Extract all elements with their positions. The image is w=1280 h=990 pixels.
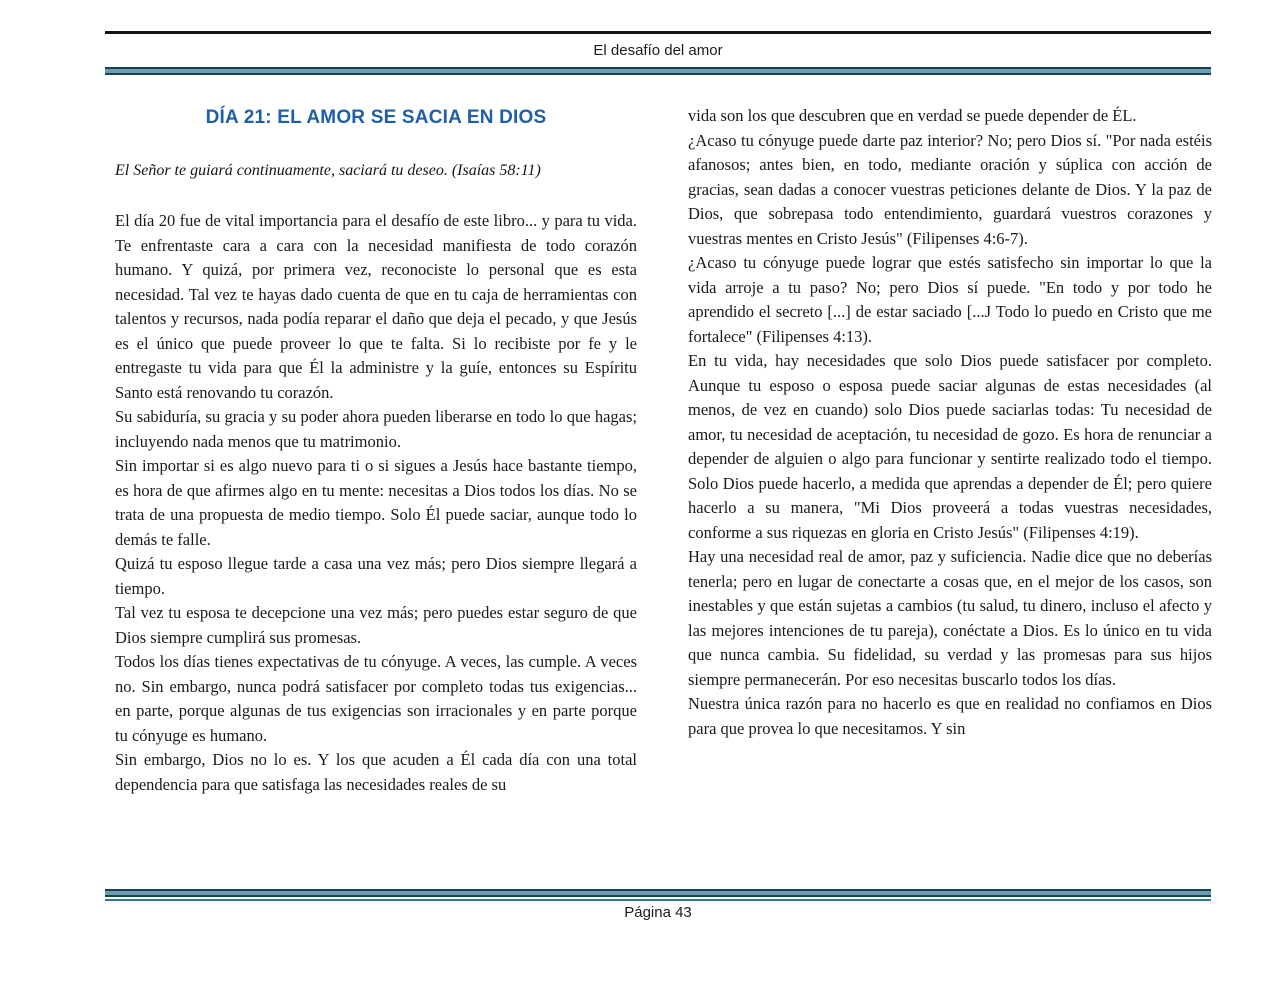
footer-divider-rule-thick xyxy=(105,889,1211,897)
paragraph: Nuestra única razón para no hacerlo es que en realidad no confiamos en Dios para que provea lo que necesitamos. Y sin xyxy=(688,694,1212,738)
paragraph: Quizá tu esposo llegue tarde a casa una vez más; pero Dios siempre llegará a tiempo. xyxy=(115,554,637,598)
scripture-verse: El Señor te guiará continuamente, saciará tu deseo. (Isaías 58:11) xyxy=(115,162,541,179)
top-border-line xyxy=(105,31,1211,34)
left-text-column xyxy=(115,209,637,874)
right-text-column xyxy=(688,104,1212,888)
chapter-heading: DÍA 21: EL AMOR SE SACIA EN DIOS xyxy=(205,107,547,128)
paragraph: Su sabiduría, su gracia y su poder ahora pueden liberarse en todo lo que hagas; incluyendo nada menos que tu matrimonio. xyxy=(115,407,637,451)
footer-divider-rule-thin xyxy=(105,899,1211,901)
paragraph: ¿Acaso tu cónyuge puede lograr que estés satisfecho sin importar lo que la vida arroje a tu paso? No; pero Dios sí puede. "En todo y por todo he aprendido el secreto [...] de estar saciado [...J Todo lo puedo en Cristo que me fortalece" (Filipenses 4:13). xyxy=(688,253,1212,346)
paragraph: El día 20 fue de vital importancia para el desafío de este libro... y para tu vida. Te enfrentaste cara a cara con la necesidad manifiesta de todo corazón humano. Y quizá, por primera vez, reconociste lo personal que es esta necesidad. Tal vez te hayas dado cuenta de que en tu caja de herramientas con talentos y recursos, nada podía reparar el daño que deja el pecado, y que Jesús es el único que puede proveer lo que te falta. Si lo recibiste por fe y le entregaste tu vida para que Él la administre y la guíe, entonces su Espíritu Santo está renovando tu corazón. xyxy=(115,211,637,402)
page-number-label: Página 43 xyxy=(624,904,692,921)
paragraph: En tu vida, hay necesidades que solo Dios puede satisfacer por completo. Aunque tu esposo o esposa puede saciar algunas de estas necesidades (al menos, de vez en cuando) solo Dios puede saciarlas todas: Tu necesidad de amor, tu necesidad de aceptación, tu necesidad de gozo. Es hora de renunciar a depender de alguien o algo para funcionar y sentirte realizado todo el tiempo. Solo Dios puede hacerlo, a medida que aprendas a depender de Él; pero quiere hacerlo a su manera, "Mi Dios proveerá a todas vuestras necesidades, conforme a sus riquezas en gloria en Cristo Jesús" (Filipenses 4:19). xyxy=(688,351,1212,542)
paragraph: Tal vez tu esposa te decepcione una vez más; pero puedes estar seguro de que Dios siempre cumplirá sus promesas. xyxy=(115,603,637,647)
paragraph: Todos los días tienes expectativas de tu cónyuge. A veces, las cumple. A veces no. Sin embargo, nunca podrá satisfacer por completo todas tus exigencias... en parte, porque algunas de tus exigencias son irracionales y en parte porque tu cónyuge es humano. xyxy=(115,652,637,745)
header-divider-rule xyxy=(105,67,1211,75)
paragraph: Sin importar si es algo nuevo para ti o si sigues a Jesús hace bastante tiempo, es hora de que afirmes algo en tu mente: necesitas a Dios todos los días. No se trata de una propuesta de medio tiempo. Solo Él puede saciar, aunque todo lo demás te falle. xyxy=(115,456,637,549)
running-header-title: El desafío del amor xyxy=(593,42,723,59)
paragraph: ¿Acaso tu cónyuge puede darte paz interior? No; pero Dios sí. "Por nada estéis afanosos; antes bien, en todo, mediante oración y súplica con acción de gracias, sean dadas a conocer vuestras peticiones delante de Dios. Y la paz de Dios, que sobrepasa todo entendimiento, guardará vuestros corazones y vuestras mentes en Cristo Jesús" (Filipenses 4:6-7). xyxy=(688,130,1212,248)
paragraph: Hay una necesidad real de amor, paz y suficiencia. Nadie dice que no deberías tenerla; pero en lugar de conectarte a cosas que, en el mejor de los casos, son inestables y que están sujetas a cambios (tu salud, tu dinero, incluso el afecto y las mejores intenciones de tu pareja), conéctate a Dios. Es lo único en tu vida que nunca cambia. Su fidelidad, su verdad y las promesas para sus hijos siempre permanecerán. Por eso necesitas buscarlo todos los días. xyxy=(688,547,1212,689)
paragraph: Sin embargo, Dios no lo es. Y los que acuden a Él cada día con una total dependencia para que satisfaga las necesidades reales de su xyxy=(115,750,637,794)
paragraph: vida son los que descubren que en verdad se puede depender de ÉL. xyxy=(688,106,1137,125)
